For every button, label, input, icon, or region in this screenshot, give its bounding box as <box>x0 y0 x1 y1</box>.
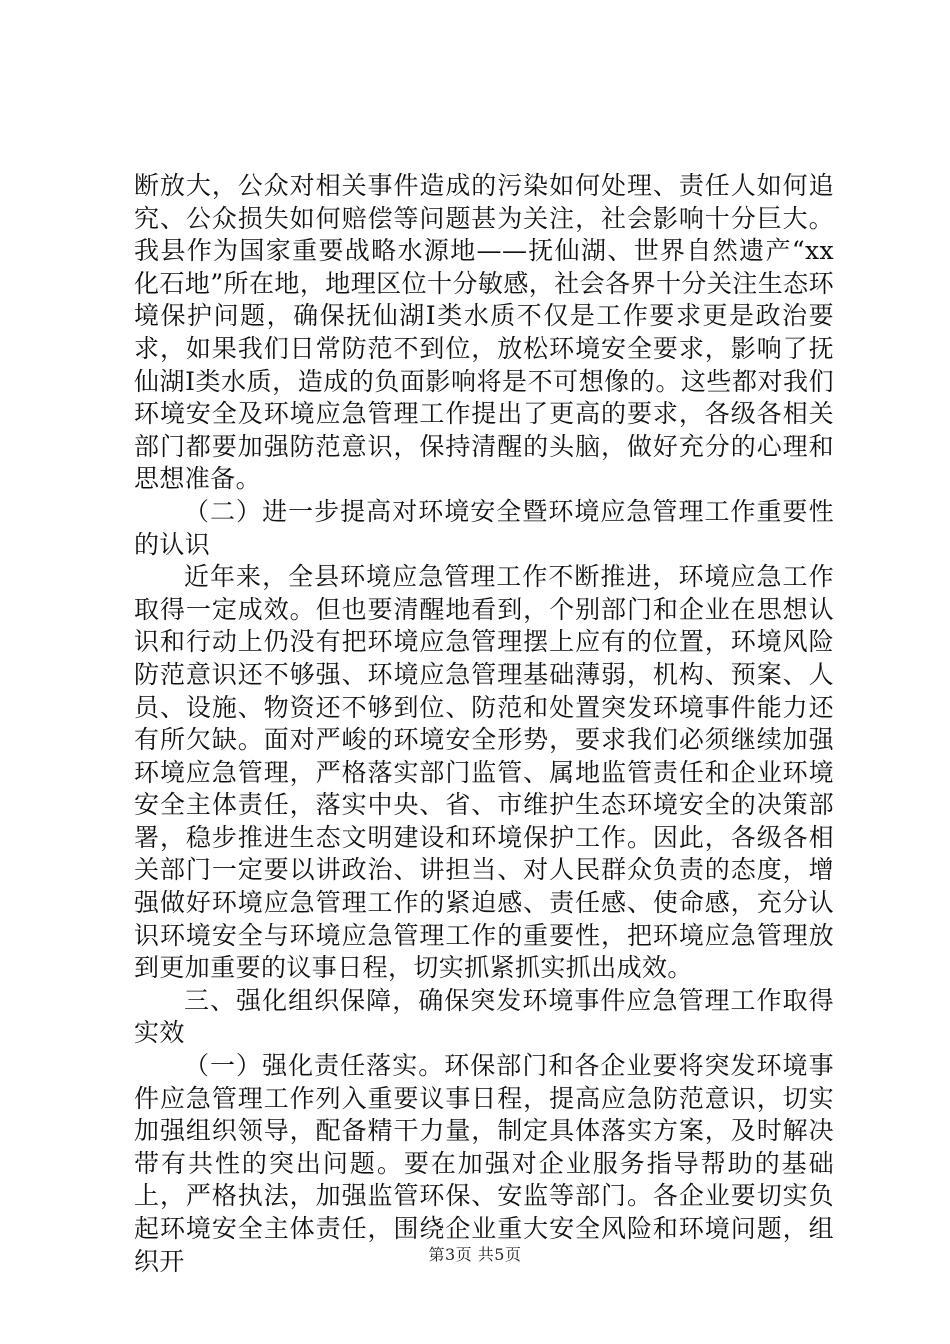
paragraph-body: （一）强化责任落实。环保部门和各企业要将突发环境事件应急管理工作列入重要议事日程，提高应急防范意识，切实加强组织领导，配备精干力量，制定具体落实方案，及时解决带有共性的突出问题。要在加强对企业服务指导帮助的基础上，严格执法，加强监管环保、安监等部门。各企业要切实负起环境安全主体责任，围绕企业重大安全风险和环境问题，组织开 <box>134 1051 834 1276</box>
section-heading-3: 三、强化组织保障，确保突发环境事件应急管理工作取得实效 <box>134 985 834 1048</box>
body-text <box>134 170 834 1278</box>
paragraph-continuation: 断放大，公众对相关事件造成的污染如何处理、责任人如何追究、公众损失如何赔偿等问题甚为关注，社会影响十分巨大。我县作为国家重要战略水源地——抚仙湖、世界自然遗产“xx化石地”所在地，地理区位十分敏感，社会各界十分关注生态环境保护问题，确保抚仙湖Ⅰ类水质不仅是工作要求更是政治要求，如果我们日常防范不到位，放松环境安全要求，影响了抚仙湖Ⅰ类水质，造成的负面影响将是不可想像的。这些都对我们环境安全及环境应急管理工作提出了更高的要求，各级各相关部门都要加强防范意识，保持清醒的头脑，做好充分的心理和思想准备。 <box>134 171 834 494</box>
page-number-footer: 第3页 共5页 <box>428 1245 522 1264</box>
paragraph-heading-2: （二）进一步提高对环境安全暨环境应急管理工作重要性的认识 <box>134 496 834 559</box>
paragraph-body: 近年来，全县环境应急管理工作不断推进，环境应急工作取得一定成效。但也要清醒地看到，个别部门和企业在思想认识和行动上仍没有把环境应急管理摆上应有的位置，环境风险防范意识还不够强、环境应急管理基础薄弱，机构、预案、人员、设施、物资还不够到位、防范和处置突发环境事件能力还有所欠缺。面对严峻的环境安全形势，要求我们必须继续加强环境应急管理，严格落实部门监管、属地监管责任和企业环境安全主体责任，落实中央、省、市维护生态环境安全的决策部署，稳步推进生态文明建设和环境保护工作。因此，各级各相关部门一定要以讲政治、讲担当、对人民群众负责的态度，增强做好环境应急管理工作的紧迫感、责任感、使命感，充分认识环境安全与环境应急管理工作的重要性，把环境应急管理放到更加重要的议事日程，切实抓紧抓实抓出成效。 <box>134 562 834 983</box>
